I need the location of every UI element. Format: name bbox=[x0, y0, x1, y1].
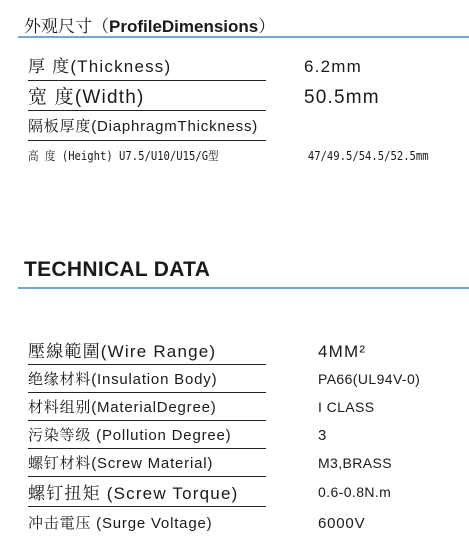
material-degree-label: 材料组别(MaterialDegree) bbox=[28, 399, 217, 416]
thickness-value: 6.2mm bbox=[304, 57, 362, 76]
pollution-label: 污染等级 (Pollution Degree) bbox=[28, 427, 232, 444]
profile-title-en: ProfileDimensions bbox=[109, 17, 259, 36]
wire-range-underline bbox=[28, 364, 266, 365]
material-degree-value: I CLASS bbox=[318, 399, 375, 415]
material-degree-underline bbox=[28, 420, 266, 421]
screw-torque-value: 0.6-0.8N.m bbox=[318, 484, 392, 500]
wire-range-value: 4MM² bbox=[318, 342, 367, 361]
thickness-label: 厚 度(Thickness) bbox=[28, 57, 172, 76]
surge-voltage-label: 冲击電压 (Surge Voltage) bbox=[28, 515, 213, 532]
screw-material-value: M3,BRASS bbox=[318, 455, 392, 471]
width-underline bbox=[28, 110, 266, 111]
screw-material-underline bbox=[28, 476, 266, 477]
insulation-value: PA66(UL94V-0) bbox=[318, 371, 421, 387]
width-label: 宽 度(Width) bbox=[28, 87, 145, 108]
insulation-label: 绝缘材料(Insulation Body) bbox=[28, 371, 218, 388]
surge-voltage-value: 6000V bbox=[318, 515, 366, 532]
thickness-underline bbox=[28, 80, 266, 81]
technical-title-rule bbox=[18, 287, 469, 289]
profile-title-cn: 外观尺寸（ bbox=[24, 17, 109, 36]
profile-section-title bbox=[24, 12, 275, 37]
wire-range-label: 壓線範圍(Wire Range) bbox=[28, 342, 217, 361]
pollution-underline bbox=[28, 448, 266, 449]
screw-torque-underline bbox=[28, 506, 266, 507]
pollution-value: 3 bbox=[318, 427, 328, 444]
height-label: 高 度 (Height) U7.5/U10/U15/G型 bbox=[28, 149, 219, 163]
profile-title-rule bbox=[18, 36, 469, 38]
screw-material-label: 螺钉材料(Screw Material) bbox=[28, 455, 214, 472]
diaphragm-underline bbox=[28, 140, 266, 141]
width-value: 50.5mm bbox=[304, 87, 380, 108]
screw-torque-label: 螺钉扭矩 (Screw Torque) bbox=[28, 484, 239, 503]
profile-title-end: ） bbox=[258, 17, 276, 36]
height-value: 47/49.5/54.5/52.5mm bbox=[307, 149, 429, 163]
diaphragm-label: 隔板厚度(DiaphragmThickness) bbox=[28, 118, 259, 135]
insulation-underline bbox=[28, 392, 266, 393]
technical-section-title: TECHNICAL DATA bbox=[24, 258, 211, 281]
